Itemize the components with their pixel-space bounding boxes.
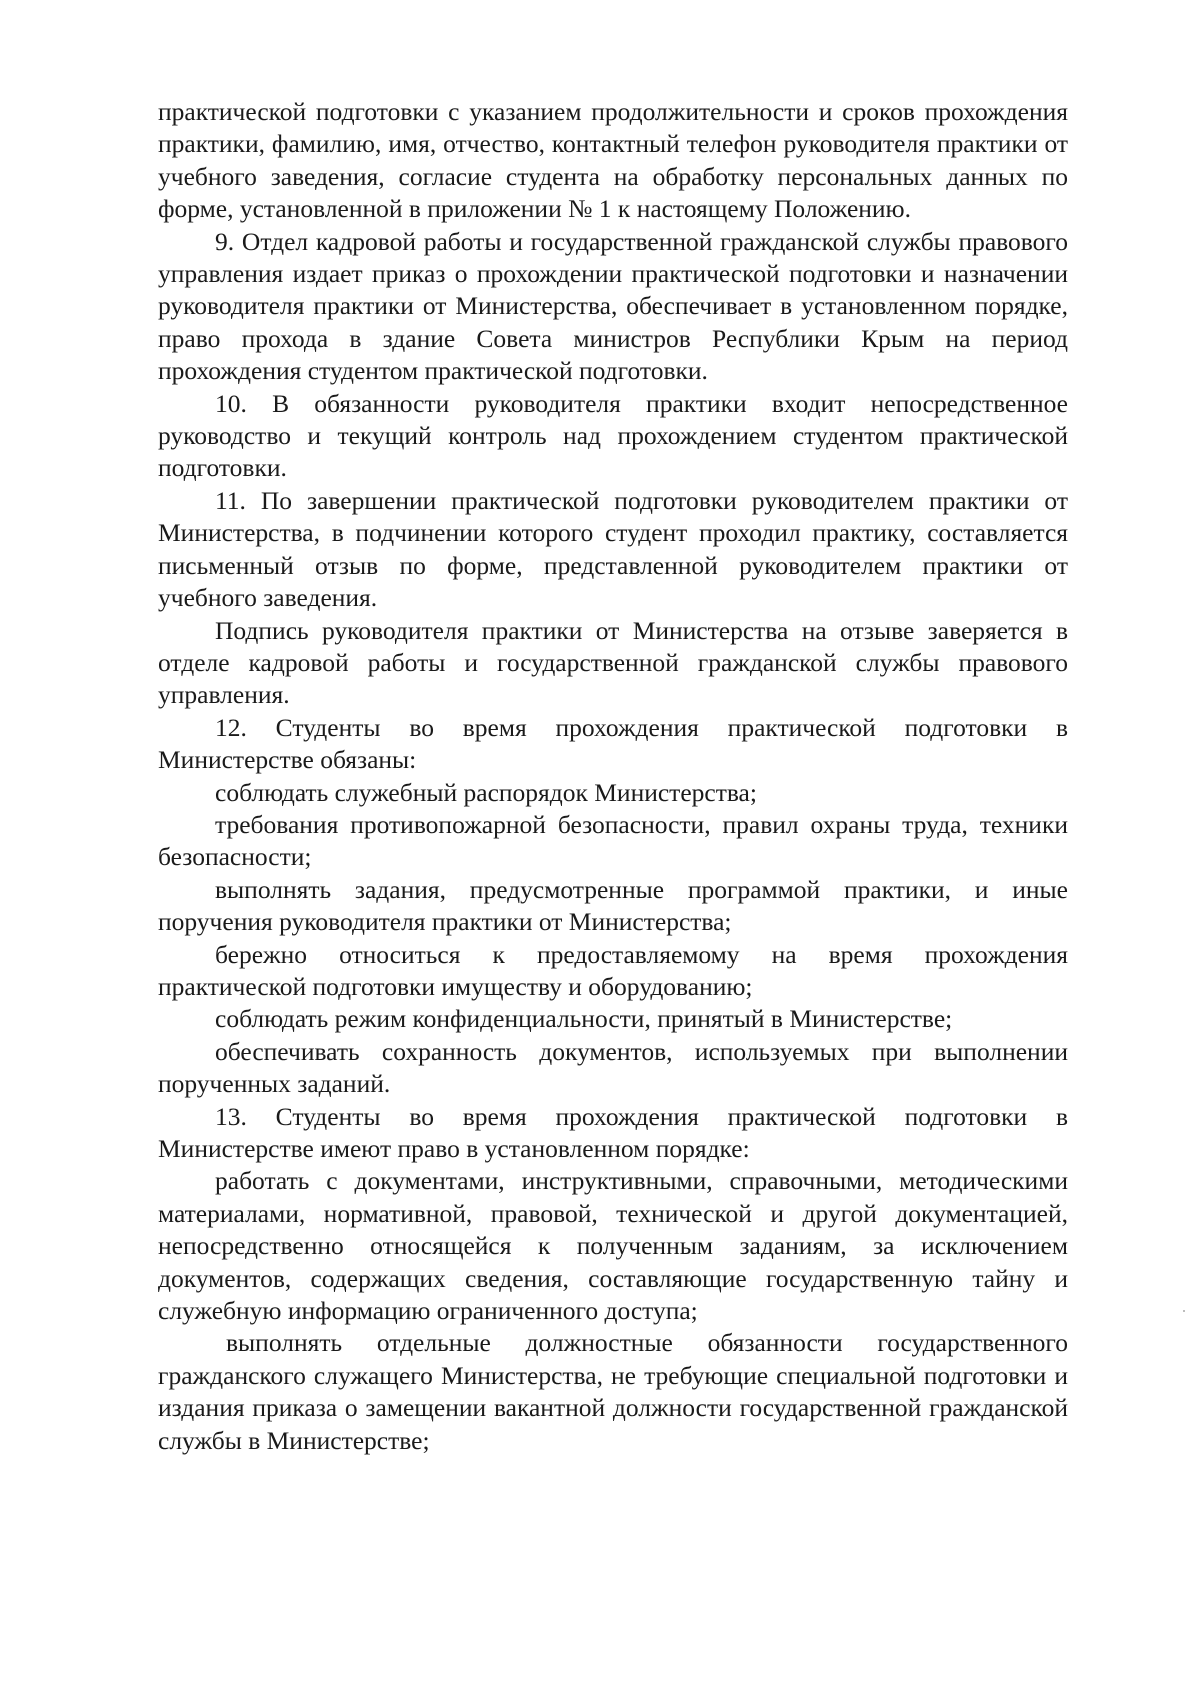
paragraph-item-12: 12. Студенты во время прохождения практической подготовки в Министерстве обязаны:: [158, 712, 1068, 775]
paragraph-item-11: 11. По завершении практической подготовки руководителем практики от Министерства, в подчинении которого студент проходил практику, составляется письменный отзыв по форме, представленной руководителем практики от учебного заведения.: [158, 485, 1068, 613]
duty-item: соблюдать служебный распорядок Министерства;: [215, 777, 757, 807]
duty-item: бережно относиться к предоставляемому на время прохождения практической подготовки имуществу и оборудованию;: [158, 939, 1068, 1001]
paragraph-continuation: практической подготовки с указанием продолжительности и сроков прохождения практики, фамилию, имя, отчество, контактный телефон руководителя практики от учебного заведения, согласие студента на обработку персональных данных по форме, установленной в приложении № 1 к настоящему Положению.: [158, 97, 1068, 224]
duty-item: соблюдать режим конфиденциальности, принятый в Министерстве;: [215, 1004, 953, 1034]
paragraph-item-9: 9. Отдел кадровой работы и государственной гражданской службы правового управления издает приказ о прохождении практической подготовки и назначении руководителя практики от Министерства, обеспечивает в установленном порядке, право прохода в здание Совета министров Республики Крым на период прохождения студентом практической подготовки.: [158, 226, 1068, 386]
paragraph-item-10: 10. В обязанности руководителя практики входит непосредственное руководство и текущий контроль над прохождением студентом практической подготовки.: [158, 388, 1068, 483]
document-body: [158, 96, 1068, 1457]
scan-speck: [1183, 1310, 1185, 1312]
right-item: выполнять отдельные должностные обязанности государственного гражданского служащего Министерства, не требующие специальной подготовки и издания приказа о замещении вакантной должности государственной гражданской службы в Министерстве;: [158, 1328, 1068, 1455]
right-item: работать с документами, инструктивными, справочными, методическими материалами, нормативной, правовой, технической и другой документацией, непосредственно относящейся к полученным заданиям, за исключением документов, содержащих сведения, составляющие государственную тайну и служебную информацию ограниченного доступа;: [158, 1166, 1068, 1326]
paragraph-signature-note: Подпись руководителя практики от Министерства на отзыве заверяется в отделе кадровой работы и государственной гражданской службы правового управления.: [158, 615, 1068, 710]
duty-item: обеспечивать сохранность документов, используемых при выполнении порученных заданий.: [158, 1036, 1068, 1099]
duty-item: требования противопожарной безопасности, правил охраны труда, техники безопасности;: [158, 809, 1068, 872]
paragraph-item-13: 13. Студенты во время прохождения практической подготовки в Министерстве имеют право в установленном порядке:: [158, 1101, 1068, 1163]
duty-item: выполнять задания, предусмотренные программой практики, и иные поручения руководителя практики от Министерства;: [158, 874, 1068, 937]
